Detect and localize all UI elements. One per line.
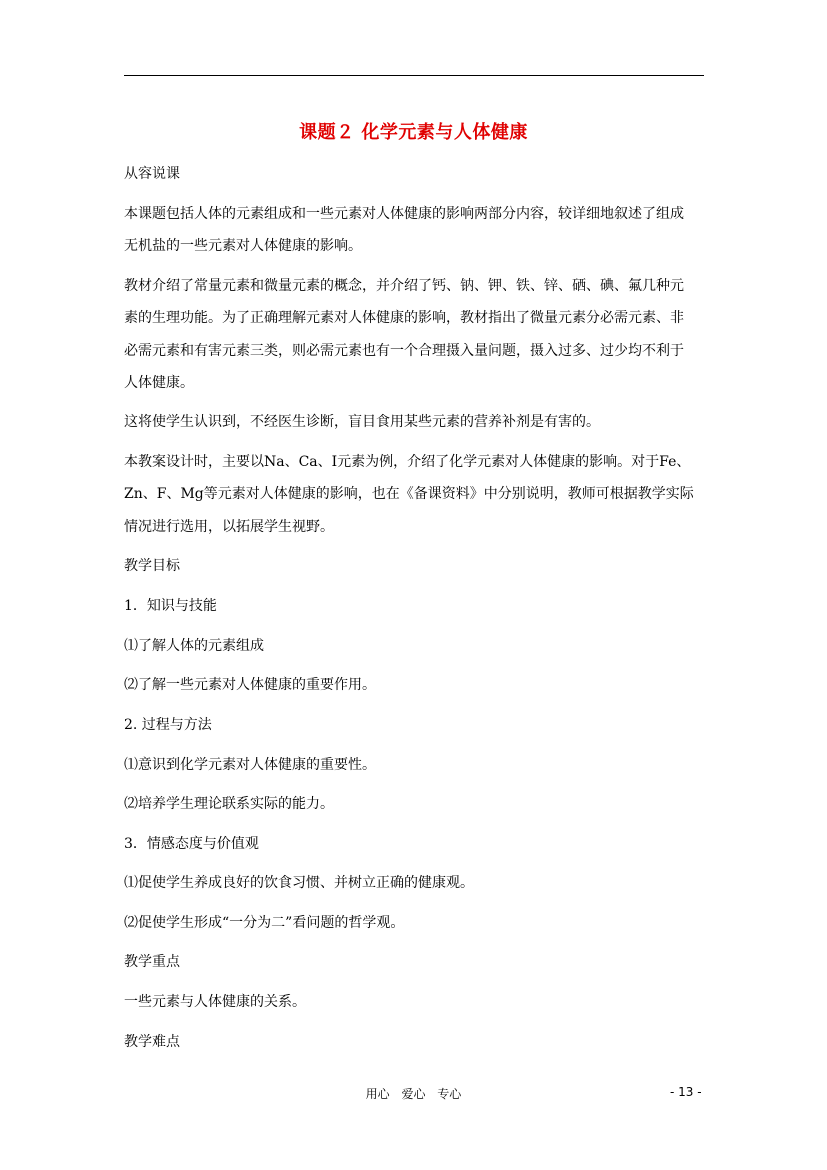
page-title: 课题２ 化学元素与人体健康 [299, 122, 528, 143]
paragraph-line: 1．知识与技能 [124, 598, 217, 614]
paragraph-line: ⑵促使学生形成“一分为二”看问题的哲学观。 [124, 915, 405, 931]
paragraph-line: ⑵培养学生理论联系实际的能力。 [124, 796, 334, 812]
paragraph-line: Zn、F、Mg等元素对人体健康的影响，也在《备课资料》中分别说明，教师可根据教学实际 [124, 486, 694, 502]
paragraph-line: 一些元素与人体健康的关系。 [124, 994, 306, 1010]
paragraph-line: 2. 过程与方法 [124, 717, 212, 733]
section-heading: 教学目标 [124, 558, 180, 574]
section-heading: 教学重点 [124, 954, 180, 970]
paragraph-line: 从容说课 [124, 166, 180, 182]
paragraph-line: ⑵了解一些元素对人体健康的重要作用。 [124, 677, 376, 693]
paragraph-line: 本课题包括人体的元素组成和一些元素对人体健康的影响两部分内容，较详细地叙述了组成 [124, 206, 684, 222]
page-number: - 13 - [670, 1085, 702, 1099]
paragraph-line: ⑴促使学生养成良好的饮食习惯、并树立正确的健康观。 [124, 875, 474, 891]
footer-motto: 用心 爱心 专心 [365, 1087, 462, 1101]
paragraph-line: 教材介绍了常量元素和微量元素的概念，并介绍了钙、钠、钾、铁、锌、硒、碘、氟几种元 [124, 278, 684, 294]
paragraph-line: 素的生理功能。为了正确理解元素对人体健康的影响，教材指出了微量元素分必需元素、非 [124, 310, 684, 326]
paragraph-line: 必需元素和有害元素三类，则必需元素也有一个合理摄入量问题，摄入过多、过少均不利于 [124, 343, 684, 359]
paragraph-line: 3．情感态度与价值观 [124, 836, 259, 852]
section-heading: 教学难点 [124, 1034, 180, 1050]
paragraph-line: 无机盐的一些元素对人体健康的影响。 [124, 238, 362, 254]
paragraph-line: 这将使学生认识到，不经医生诊断，盲目食用某些元素的营养补剂是有害的。 [124, 414, 600, 430]
header-rule [124, 75, 704, 76]
paragraph-line: 本教案设计时，主要以Na、Ca、I元素为例，介绍了化学元素对人体健康的影响。对于Fe、 [124, 454, 691, 470]
paragraph-line: 人体健康。 [124, 375, 194, 391]
paragraph-line: ⑴了解人体的元素组成 [124, 638, 264, 654]
paragraph-line: ⑴意识到化学元素对人体健康的重要性。 [124, 757, 376, 773]
paragraph-line: 情况进行选用，以拓展学生视野。 [124, 519, 334, 535]
